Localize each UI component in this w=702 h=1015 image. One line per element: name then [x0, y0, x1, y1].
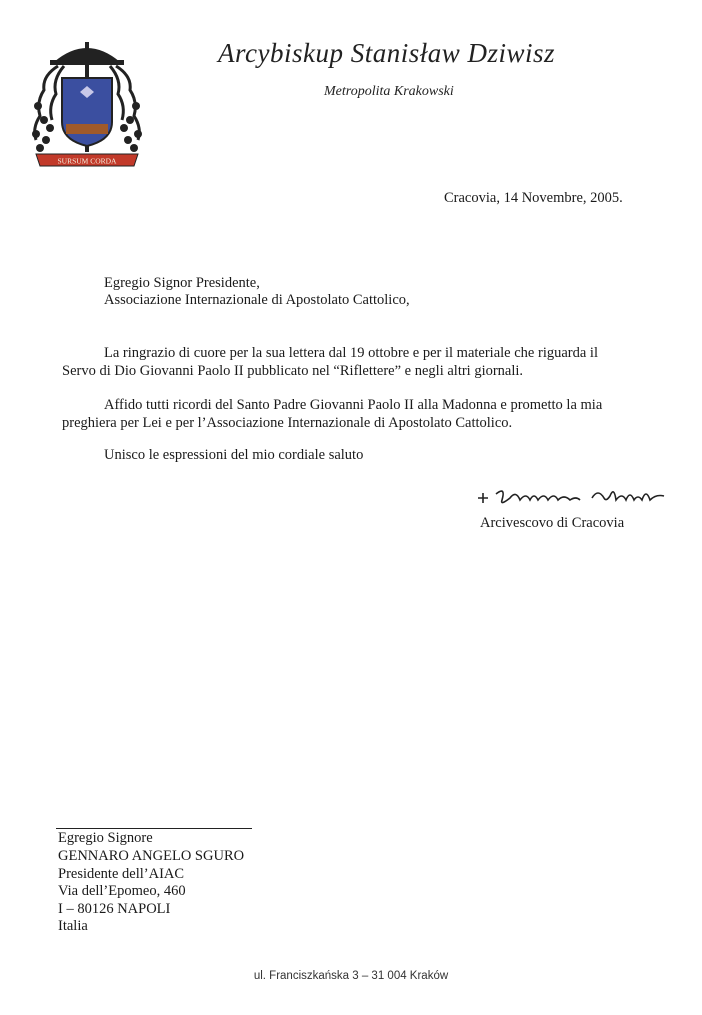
closing-line: Unisco le espressioni del mio cordiale saluto [104, 447, 364, 463]
divider [56, 828, 252, 829]
body-paragraph-1-line-1: La ringrazio di cuore per la sua lettera dal 19 ottobre e per il materiale che riguarda il [104, 345, 598, 361]
recipient-city: I – 80126 NAPOLI [58, 901, 171, 917]
footer-address: ul. Franciszkańska 3 – 31 004 Kraków [253, 970, 449, 982]
signature-role: Arcivescovo di Cracovia [480, 515, 625, 531]
letterhead-title: Metropolita Krakowski [324, 84, 454, 99]
recipient-name: GENNARO ANGELO SGURO [58, 848, 245, 864]
recipient-street: Via dell’Epomeo, 460 [58, 883, 186, 899]
body-paragraph-2-line-1: Affido tutti ricordi del Santo Padre Giovanni Paolo II alla Madonna e prometto la mia [104, 397, 603, 413]
svg-text:SURSUM CORDA: SURSUM CORDA [57, 156, 117, 166]
recipient-line-1: Egregio Signore [58, 830, 153, 846]
body-paragraph-2-line-2: preghiera per Lei e per l’Associazione Internazionale di Apostolato Cattolico. [62, 415, 513, 431]
salutation-line-2: Associazione Internazionale di Apostolato Cattolico, [104, 292, 410, 308]
recipient-country: Italia [58, 918, 88, 934]
recipient-title: Presidente dell’AIAC [58, 866, 185, 882]
handwritten-signature [472, 482, 672, 512]
coat-of-arms-icon [30, 36, 144, 170]
body-paragraph-1-line-2: Servo di Dio Giovanni Paolo II pubblicato nel “Riflettere” e negli altri giornali. [62, 363, 524, 379]
salutation-line-1: Egregio Signor Presidente, [104, 275, 260, 291]
letterhead-name: Arcybiskup Stanisław Dziwisz [218, 38, 556, 68]
date-line: Cracovia, 14 Novembre, 2005. [444, 190, 623, 206]
